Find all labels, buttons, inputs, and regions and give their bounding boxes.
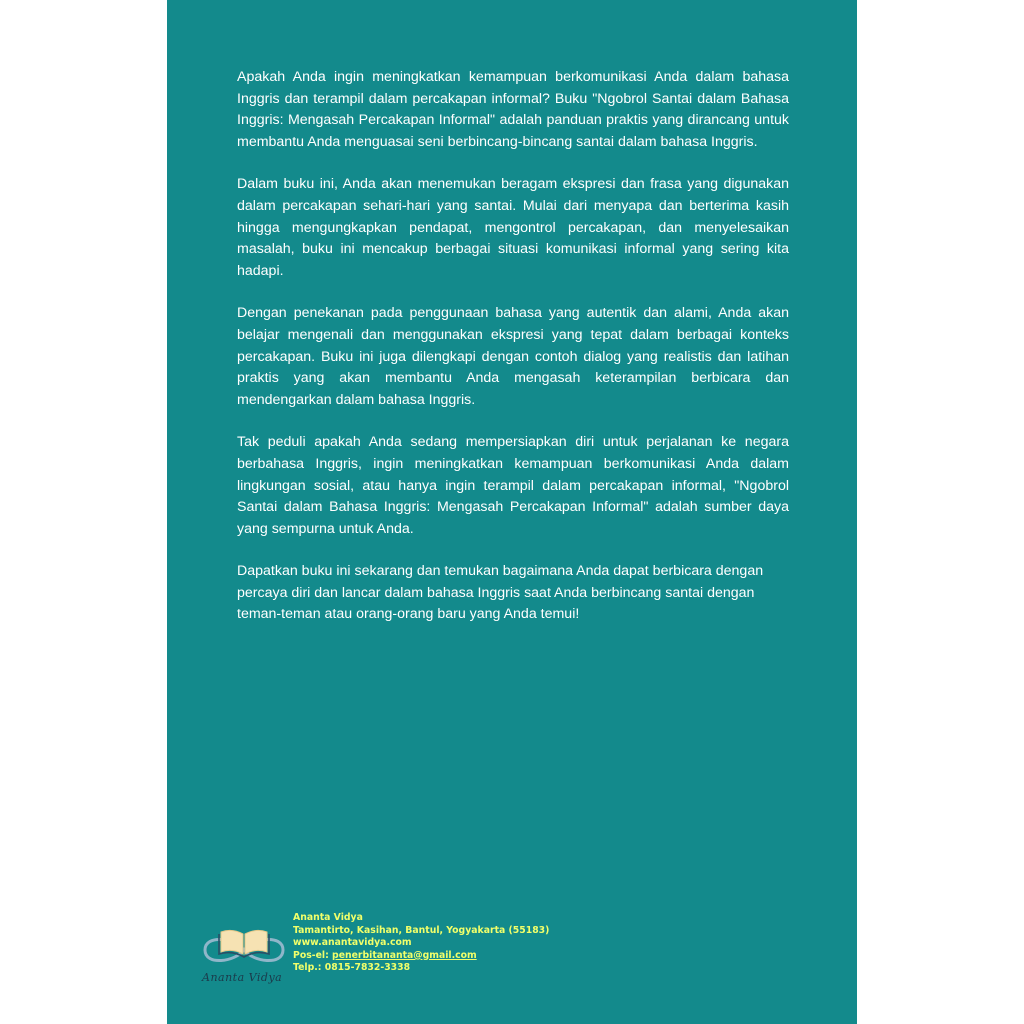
blurb-paragraph-3: Dengan penekanan pada penggunaan bahasa yang autentik dan alami, Anda akan belajar mengenali dan menggunakan ekspresi yang tepat dalam berbagai konteks percakapan. Buku ini juga dilengkapi dengan contoh dialog yang realistis dan latihan praktis yang akan membantu Anda mengasah keterampilan berbicara dan mendengarkan dalam bahasa Inggris. [237, 305, 789, 408]
back-cover [167, 0, 857, 1024]
publisher-email-line [293, 950, 549, 963]
blurb-text [237, 67, 789, 647]
publisher-logo [199, 920, 289, 984]
blurb-paragraph-2: Dalam buku ini, Anda akan menemukan beragam ekspresi dan frasa yang digunakan dalam percakapan sehari-hari yang santai. Mulai dari menyapa dan berterima kasih hingga mengungkapkan pendapat, mengontrol percakapan, dan menyelesaikan masalah, buku ini mencakup berbagai situasi komunikasi informal yang sering kita hadapi. [237, 176, 789, 279]
open-book-infinity-icon [199, 920, 289, 970]
publisher-info [293, 912, 549, 975]
publisher-phone: Telp.: 0815-7832-3338 [293, 962, 411, 974]
blurb-paragraph-5: Dapatkan buku ini sekarang dan temukan bagaimana Anda dapat berbicara dengan percaya diri dan lancar dalam bahasa Inggris saat Anda berbincang santai dengan teman-teman atau orang-orang baru yang Anda temui! [237, 563, 764, 623]
publisher-block [197, 912, 597, 984]
publisher-address: Tamantirto, Kasihan, Bantul, Yogyakarta (55183) [293, 924, 550, 936]
publisher-email[interactable]: penerbitananta@gmail.com [332, 949, 477, 961]
email-label: Pos-el: [293, 949, 333, 961]
publisher-name: Ananta Vidya [293, 912, 363, 923]
publisher-website[interactable]: www.anantavidya.com [293, 937, 412, 949]
blurb-paragraph-1: Apakah Anda ingin meningkatkan kemampuan berkomunikasi Anda dalam bahasa Inggris dan terampil dalam percakapan informal? Buku "Ngobrol Santai dalam Bahasa Inggris: Mengasah Percakapan Informal" adalah panduan praktis yang dirancang untuk membantu Anda menguasai seni berbincang-bincang santai dalam bahasa Inggris. [237, 69, 789, 150]
blurb-paragraph-4: Tak peduli apakah Anda sedang mempersiapkan diri untuk perjalanan ke negara berbahasa Inggris, ingin meningkatkan kemampuan berkomunikasi Anda dalam lingkungan sosial, atau hanya ingin terampil dalam percakapan informal, "Ngobrol Santai dalam Bahasa Inggris: Mengasah Percakapan Informal" adalah sumber daya yang sempurna untuk Anda. [237, 434, 789, 537]
logo-wordmark: Ananta Vidya [202, 971, 283, 984]
